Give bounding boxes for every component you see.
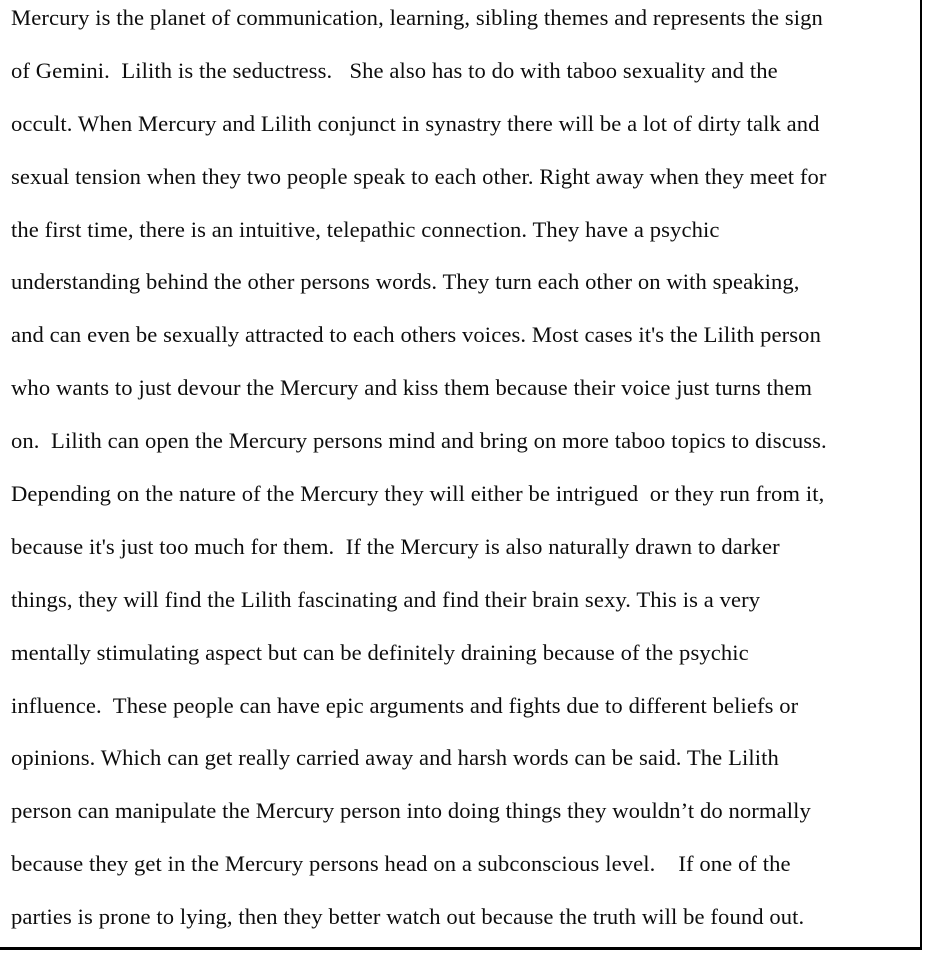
text-line: parties is prone to lying, then they better watch out because the truth will be found out. (11, 904, 805, 930)
text-line: opinions. Which can get really carried away and harsh words can be said. The Lilith (11, 745, 779, 771)
text-line: sexual tension when they two people speak to each other. Right away when they meet for (11, 163, 827, 189)
text-line: because it's just too much for them. If the Mercury is also naturally drawn to darker (11, 533, 780, 559)
text-line: influence. These people can have epic arguments and fights due to different beliefs or (11, 692, 799, 718)
text-line: and can even be sexually attracted to each others voices. Most cases it's the Lilith person (11, 322, 821, 348)
paragraph (11, 0, 916, 944)
text-line: understanding behind the other persons words. They turn each other on with speaking, (11, 269, 800, 295)
text-line: on. Lilith can open the Mercury persons mind and bring on more taboo topics to discuss. (11, 428, 827, 454)
text-line: person can manipulate the Mercury person into doing things they wouldn’t do normally (11, 798, 811, 824)
text-line: who wants to just devour the Mercury and kiss them because their voice just turns them (11, 375, 813, 401)
text-line: Mercury is the planet of communication, learning, sibling themes and represents the sign (11, 5, 823, 30)
text-line: occult. When Mercury and Lilith conjunct in synastry there will be a lot of dirty talk and (11, 110, 820, 136)
text-line: the first time, there is an intuitive, telepathic connection. They have a psychic (11, 216, 720, 242)
text-line: things, they will find the Lilith fascinating and find their brain sexy. This is a very (11, 586, 761, 612)
frame-border-right (920, 0, 922, 950)
text-line: of Gemini. Lilith is the seductress. She also has to do with taboo sexuality and the (11, 57, 778, 83)
text-line: because they get in the Mercury persons head on a subconscious level. If one of the (11, 851, 791, 877)
text-line: mentally stimulating aspect but can be definitely draining because of the psychic (11, 639, 749, 665)
text-line: Depending on the nature of the Mercury they will either be intrigued or they run from it, (11, 481, 825, 507)
frame-border-bottom (0, 947, 922, 950)
